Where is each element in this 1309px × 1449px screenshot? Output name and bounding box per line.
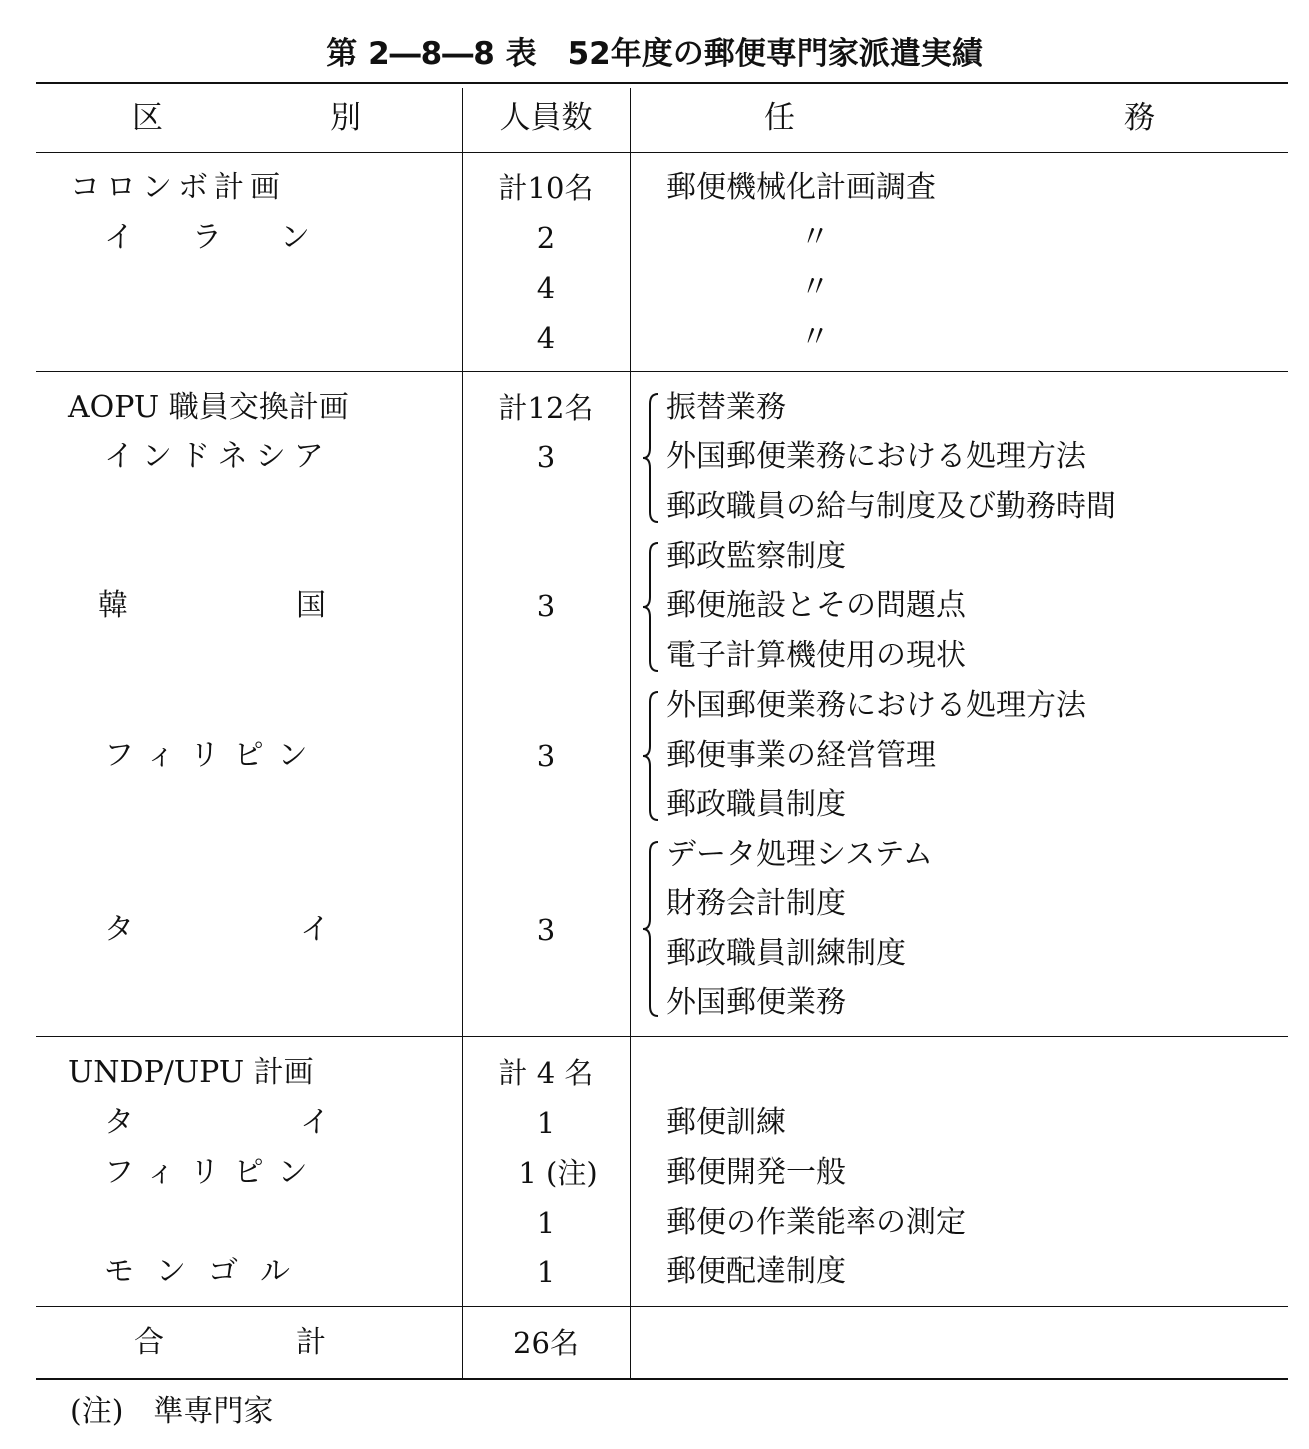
aopu-country-thailand-left: タ — [104, 912, 134, 947]
colombo-count-2: 4 — [536, 271, 556, 305]
header-persons: 人員数 — [499, 100, 593, 136]
aopu-count-philippines: 3 — [536, 739, 556, 773]
top-rule — [36, 82, 1288, 84]
footnote: (注) 準専門家 — [70, 1394, 274, 1429]
total-label-left: 合 — [134, 1325, 164, 1360]
colombo-duty-4: 〃 — [800, 320, 830, 355]
undp-duty-philippines: 郵便開発一般 — [666, 1155, 846, 1190]
brace-thailand — [640, 840, 662, 1018]
header-category-right: 別 — [330, 100, 361, 136]
header-rule — [36, 152, 1288, 153]
undp-duty-thailand: 郵便訓練 — [666, 1105, 786, 1140]
aopu-duty-philippines-1: 外国郵便業務における処理方法 — [666, 688, 1086, 723]
aopu-duty-philippines-2: 郵便事業の経営管理 — [666, 738, 936, 773]
undp-count-philippines: 1 (注) — [518, 1156, 598, 1190]
brace-indonesia — [640, 392, 662, 524]
aopu-country-philippines: フィリピン — [104, 738, 322, 773]
aopu-count-indonesia: 3 — [536, 440, 556, 474]
header-category-left: 区 — [132, 100, 163, 136]
colombo-duty-1: 郵便機械化計画調査 — [666, 170, 936, 205]
aopu-duty-thailand-4: 外国郵便業務 — [666, 985, 846, 1020]
colombo-total: 計10名 — [498, 171, 594, 205]
undp-country-philippines: フィリピン — [104, 1155, 322, 1190]
aopu-duty-thailand-1: データ処理システム — [666, 837, 933, 872]
column-divider-2 — [630, 88, 631, 1378]
undp-count-thailand: 1 — [536, 1106, 556, 1140]
undp-duty-philippines-2: 郵便の作業能率の測定 — [666, 1205, 966, 1240]
aopu-country-thailand-right: イ — [300, 912, 330, 947]
section-rule-3 — [36, 1306, 1288, 1307]
colombo-country-iran: イ ラ ン — [104, 220, 324, 255]
colombo-count-3: 4 — [536, 321, 556, 355]
aopu-plan-label: AOPU 職員交換計画 — [68, 390, 349, 425]
undp-total: 計 4 名 — [498, 1056, 594, 1090]
aopu-duty-indonesia-3: 郵政職員の給与制度及び勤務時間 — [666, 489, 1116, 524]
section-rule-1 — [36, 371, 1288, 372]
brace-philippines — [640, 690, 662, 822]
colombo-duty-2: 〃 — [800, 220, 830, 255]
colombo-duty-3: 〃 — [800, 270, 830, 305]
aopu-total: 計12名 — [498, 391, 594, 425]
header-duty-left: 任 — [764, 100, 795, 136]
undp-country-thailand-left: タ — [104, 1105, 134, 1140]
section-rule-2 — [36, 1036, 1288, 1037]
aopu-count-korea: 3 — [536, 589, 556, 623]
aopu-duty-indonesia-1: 振替業務 — [666, 390, 786, 425]
aopu-duty-indonesia-2: 外国郵便業務における処理方法 — [666, 439, 1086, 474]
aopu-country-indonesia: インドネシア — [104, 439, 332, 474]
undp-count-mongolia: 1 — [536, 1255, 556, 1289]
aopu-duty-thailand-3: 郵政職員訓練制度 — [666, 936, 906, 971]
undp-plan-label: UNDP/UPU 計画 — [68, 1055, 314, 1090]
undp-country-mongolia: モンゴル — [104, 1254, 312, 1289]
aopu-duty-korea-3: 電子計算機使用の現状 — [666, 638, 966, 673]
aopu-duty-philippines-3: 郵政職員制度 — [666, 787, 846, 822]
undp-country-thailand-right: イ — [300, 1105, 330, 1140]
total-value: 26名 — [513, 1326, 579, 1360]
brace-korea — [640, 541, 662, 673]
aopu-country-korea-left: 韓 — [98, 588, 128, 623]
aopu-country-korea-right: 国 — [296, 588, 326, 623]
undp-duty-mongolia: 郵便配達制度 — [666, 1254, 846, 1289]
aopu-duty-korea-2: 郵便施設とその問題点 — [666, 588, 966, 623]
aopu-count-thailand: 3 — [536, 913, 556, 947]
aopu-duty-thailand-2: 財務会計制度 — [666, 886, 846, 921]
colombo-count-1: 2 — [536, 221, 556, 255]
header-duty-right: 務 — [1124, 100, 1155, 136]
colombo-plan-label: コロンボ計画 — [70, 170, 286, 205]
table-title: 第 2―8―8 表 52年度の郵便専門家派遣実績 — [326, 36, 983, 72]
aopu-duty-korea-1: 郵政監察制度 — [666, 539, 846, 574]
bottom-rule — [36, 1378, 1288, 1380]
undp-count-philippines-2: 1 — [536, 1206, 556, 1240]
total-label-right: 計 — [296, 1325, 326, 1360]
